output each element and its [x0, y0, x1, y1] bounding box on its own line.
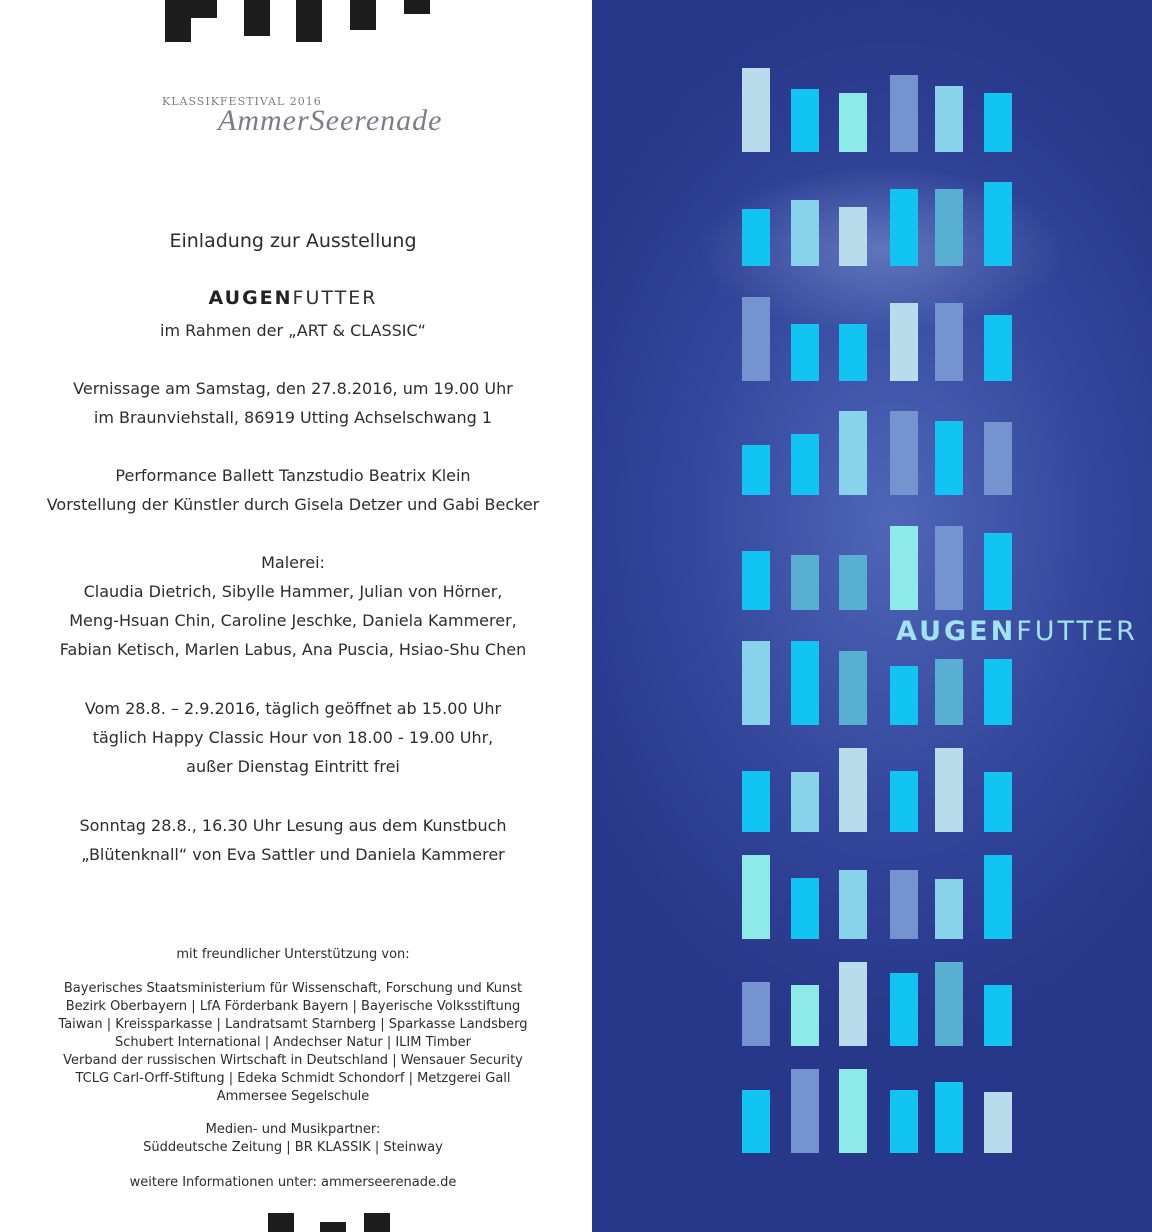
- supporter-line: Taiwan | Kreissparkasse | Landratsamt Starnberg | Sparkasse Landsberg: [58, 1017, 528, 1032]
- pattern-square: [984, 985, 1012, 1046]
- top-decor-block: [244, 0, 270, 36]
- pattern-square: [890, 75, 918, 152]
- artist-line: Fabian Ketisch, Marlen Labus, Ana Puscia, Hsiao-Shu Chen: [59, 640, 527, 659]
- invitation-heading: Einladung zur Ausstellung: [169, 230, 417, 252]
- schedule-line: Vom 28.8. – 2.9.2016, täglich geöffnet ab 15.00 Uhr: [84, 699, 502, 718]
- cover-title: [896, 616, 1138, 647]
- pattern-square: [791, 1069, 819, 1153]
- supporter-line: Bezirk Oberbayern | LfA Förderbank Bayern | Bayerische Volksstiftung: [65, 999, 521, 1014]
- schedule-line: außer Dienstag Eintritt frei: [186, 757, 400, 776]
- pattern-square: [839, 748, 867, 832]
- supporter-line: TCLG Carl-Orff-Stiftung | Edeka Schmidt Schondorf | Metzgerei Gall: [75, 1071, 511, 1086]
- pattern-square: [984, 772, 1012, 832]
- exhibition-title-bold: AUGEN: [208, 287, 293, 309]
- pattern-square: [839, 651, 867, 725]
- pattern-square: [791, 985, 819, 1046]
- pattern-square: [839, 870, 867, 939]
- top-decor-block: [296, 0, 322, 42]
- reading-line: „Blütenknall“ von Eva Sattler und Daniela Kammerer: [81, 845, 505, 864]
- pattern-square: [791, 89, 819, 152]
- artist-line: Claudia Dietrich, Sibylle Hammer, Julian von Hörner,: [83, 582, 503, 601]
- pattern-square: [742, 209, 770, 266]
- pattern-square: [890, 526, 918, 610]
- festival-logo-part1: Ammer: [218, 104, 310, 137]
- pattern-square: [742, 445, 770, 495]
- program-line: Performance Ballett Tanzstudio Beatrix Klein: [115, 466, 471, 485]
- pattern-square: [742, 551, 770, 610]
- pattern-square: [890, 666, 918, 725]
- pattern-square: [742, 68, 770, 152]
- top-decor-block: [350, 0, 376, 30]
- pattern-square: [935, 879, 963, 939]
- pattern-square: [890, 973, 918, 1046]
- pattern-square: [742, 641, 770, 725]
- schedule-line: täglich Happy Classic Hour von 18.00 - 19.00 Uhr,: [92, 728, 494, 747]
- pattern-square: [984, 422, 1012, 495]
- pattern-square: [791, 772, 819, 832]
- pattern-square: [935, 659, 963, 725]
- pattern-square: [742, 855, 770, 939]
- vernissage-line: Vernissage am Samstag, den 27.8.2016, um 19.00 Uhr: [73, 379, 513, 398]
- context-line: im Rahmen der „ART & CLASSIC“: [160, 321, 426, 340]
- pattern-square: [742, 982, 770, 1046]
- pattern-square: [839, 93, 867, 152]
- pattern-square: [935, 1082, 963, 1153]
- pattern-square: [791, 641, 819, 725]
- pattern-square: [935, 86, 963, 152]
- cover-title-bold: AUGEN: [896, 616, 1017, 647]
- pattern-square: [839, 324, 867, 381]
- festival-logo: [218, 104, 442, 138]
- pattern-square: [839, 207, 867, 266]
- pattern-square: [935, 748, 963, 832]
- pattern-square: [984, 533, 1012, 610]
- pattern-square: [984, 659, 1012, 725]
- top-decor-block: [165, 0, 191, 42]
- bottom-decor-block: [364, 1213, 390, 1232]
- pattern-square: [935, 962, 963, 1046]
- pattern-square: [890, 771, 918, 832]
- supporter-line: Bayerisches Staatsministerium für Wissenschaft, Forschung und Kunst: [63, 981, 523, 996]
- program-line: Vorstellung der Künstler durch Gisela Detzer und Gabi Becker: [46, 495, 540, 514]
- pattern-square: [890, 411, 918, 495]
- pattern-square: [742, 297, 770, 381]
- pattern-square: [935, 526, 963, 610]
- festival-logo-part2: Seerenade: [309, 104, 443, 137]
- pattern-square: [935, 189, 963, 266]
- pattern-square: [984, 315, 1012, 381]
- support-heading: mit freundlicher Unterstützung von:: [176, 947, 410, 962]
- supporter-line: Schubert International | Andechser Natur | ILIM Timber: [114, 1035, 472, 1050]
- pattern-square: [890, 870, 918, 939]
- bottom-decor-block: [320, 1222, 346, 1232]
- pattern-square: [935, 421, 963, 495]
- cover-page: [586, 0, 1152, 1232]
- pattern-square: [791, 200, 819, 266]
- supporter-line: Ammersee Segelschule: [216, 1089, 370, 1104]
- pattern-square: [984, 93, 1012, 152]
- pattern-square: [839, 411, 867, 495]
- pattern-square: [984, 1092, 1012, 1153]
- pattern-square: [984, 182, 1012, 266]
- pattern-square: [984, 855, 1012, 939]
- vernissage-line: im Braunviehstall, 86919 Utting Achselschwang 1: [93, 408, 493, 427]
- supporter-line: Verband der russischen Wirtschaft in Deutschland | Wensauer Security: [63, 1053, 523, 1068]
- painting-heading: Malerei:: [261, 553, 325, 572]
- pattern-square: [839, 555, 867, 610]
- exhibition-title-light: FUTTER: [292, 287, 378, 309]
- pattern-square: [839, 962, 867, 1046]
- festival-logo-caption: KLASSIKFESTIVAL 2016: [162, 95, 322, 108]
- pattern-square: [742, 771, 770, 832]
- bottom-decor-block: [268, 1213, 294, 1232]
- pattern-square: [791, 878, 819, 939]
- pattern-square: [890, 1090, 918, 1153]
- pattern-square: [791, 324, 819, 381]
- pattern-square: [791, 555, 819, 610]
- pattern-square: [839, 1069, 867, 1153]
- cover-title-light: FUTTER: [1016, 616, 1138, 647]
- pattern-square: [890, 303, 918, 381]
- pattern-square: [791, 434, 819, 495]
- pattern-square: [935, 303, 963, 381]
- media-line: Süddeutsche Zeitung | BR KLASSIK | Steinway: [143, 1140, 443, 1155]
- reading-line: Sonntag 28.8., 16.30 Uhr Lesung aus dem Kunstbuch: [79, 816, 507, 835]
- artist-line: Meng-Hsuan Chin, Caroline Jeschke, Daniela Kammerer,: [69, 611, 517, 630]
- pattern-square: [742, 1090, 770, 1153]
- top-decor-block: [191, 0, 217, 18]
- exhibition-title: [20, 287, 566, 309]
- top-decor-block: [404, 0, 430, 14]
- pattern-square: [890, 189, 918, 266]
- more-info-link[interactable]: weitere Informationen unter: ammerseerenade.de: [129, 1175, 457, 1190]
- media-heading: Medien- und Musikpartner:: [205, 1122, 381, 1137]
